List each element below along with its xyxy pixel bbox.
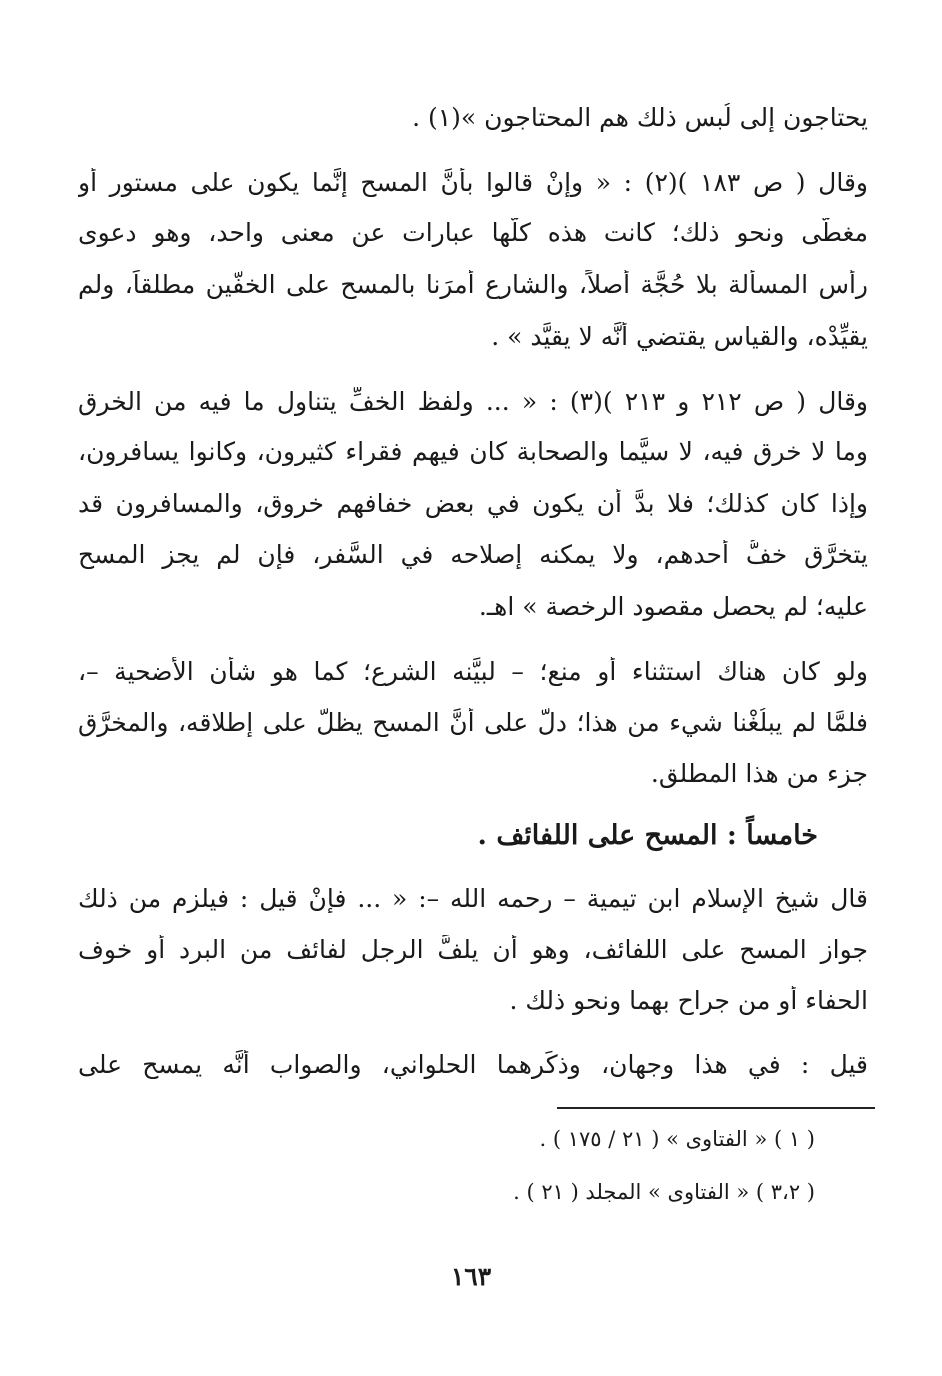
text-line-6: وقال ( ص ٢١٢ و ٢١٣ )(٣) : « ... ولفظ الخفِّ يتناول ما فيه من الخرق <box>78 387 868 416</box>
text-line-5: يقيِّدْه، والقياس يقتضي أنَّه لا يقيَّد » . <box>491 322 868 351</box>
text-line-8: وإذا كان كذلك؛ فلا بدَّ أن يكون في بعض خفافهم خروق، والمسافرون قد <box>78 489 868 518</box>
text-line-4: رأس المسألة بلا حُجَّة أصلاً، والشارع أمرَنا بالمسح على الخفّين مطلقاً، ولم <box>78 270 868 299</box>
text-line-1: يحتاجون إلى لُبس ذلك هم المحتاجون »(١) . <box>412 103 868 132</box>
footnote-2: ( ٣،٢ ) « الفتاوى » المجلد ( ٢١ ) . <box>513 1180 815 1204</box>
text-line-17: قيل : في هذا وجهان، وذكَرهما الحلواني، والصواب أنَّه يمسح على <box>78 1050 868 1079</box>
section-heading: خامساً : المسح على اللفائف . <box>477 820 818 851</box>
text-line-15: جواز المسح على اللفائف، وهو أن يلفَّ الرجل لفائف من البرد أو خوف <box>78 935 868 964</box>
footnote-1: ( ١ ) « الفتاوى » ( ٢١ / ١٧٥ ) . <box>539 1127 815 1151</box>
text-line-10: عليه؛ لم يحصل مقصود الرخصة » اهـ. <box>478 592 868 621</box>
text-line-3: مغطًّى ونحو ذلك؛ كانت هذه كلّها عبارات عن معنى واحد، وهو دعوى <box>78 218 868 247</box>
text-line-16: الحفاء أو من جراح بهما ونحو ذلك . <box>509 986 868 1015</box>
text-line-14: قال شيخ الإسلام ابن تيمية – رحمه الله –: « ... فإنْ قيل : فيلزم من ذلك <box>78 884 868 913</box>
page-number: ١٦٣ <box>450 1262 492 1291</box>
text-line-13: جزء من هذا المطلق. <box>650 759 868 788</box>
text-line-12: فلمَّا لم يبلُغْنا شيء من هذا؛ دلَّ على أنَّ المسح يظلُّ على إطلاقه، والمخرَّق <box>78 708 868 737</box>
text-line-2: وقال ( ص ١٨٣ )(٢) : « وإنْ قالوا بأنَّ المسح إنَّما يكون على مستور أو <box>78 168 868 197</box>
text-line-11: ولو كان هناك استثناء أو منع؛ – لبيَّنه الشرع؛ كما هو شأن الأضحية –، <box>78 657 868 686</box>
text-line-9: يتخرَّق خفُّ أحدهم، ولا يمكنه إصلاحه في السَّفر، فإن لم يجز المسح <box>78 540 868 569</box>
text-line-7: وما لا خرق فيه، لا سيَّما والصحابة كان فيهم فقراء كثيرون، وكانوا يسافرون، <box>78 437 868 466</box>
footnote-separator <box>557 1107 875 1109</box>
